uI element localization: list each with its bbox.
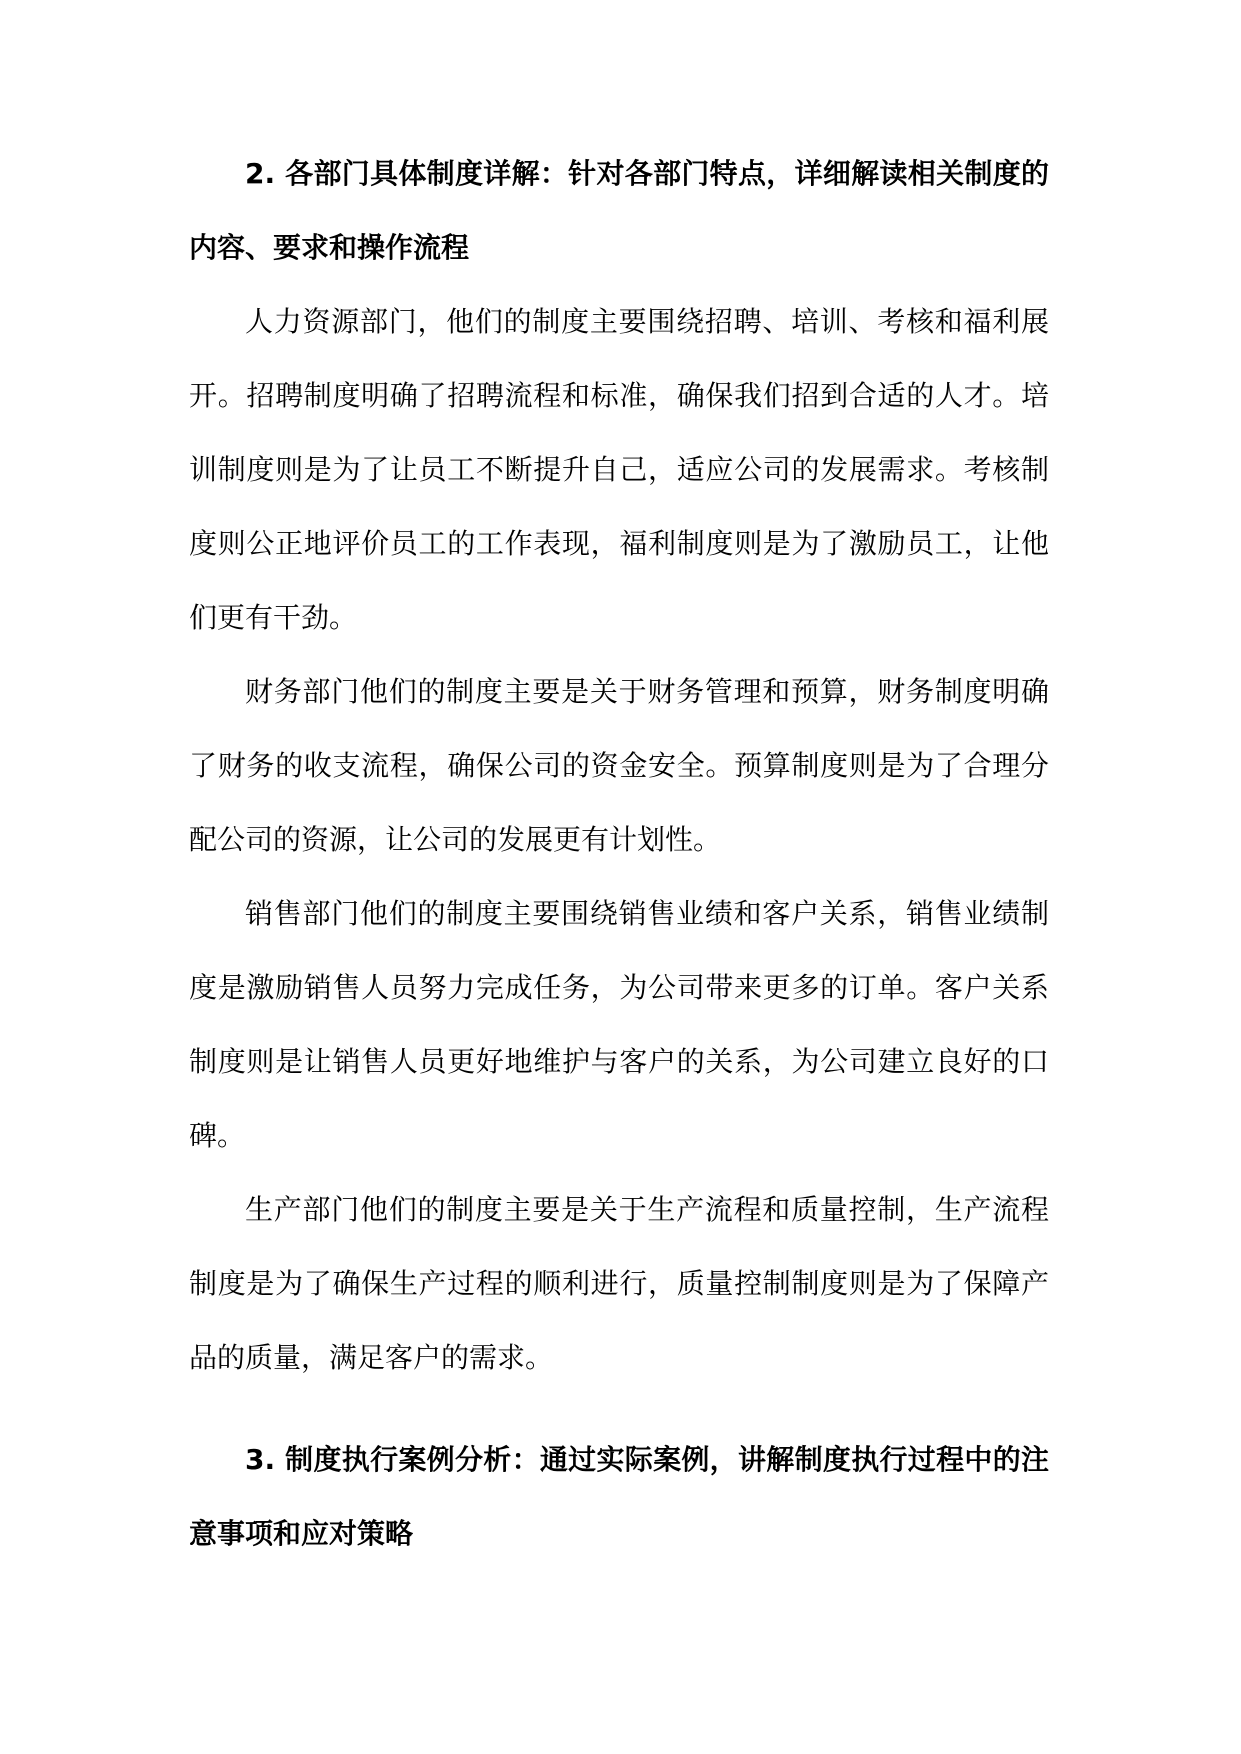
section-heading-2: 2. 各部门具体制度详解：针对各部门特点，详细解读相关制度的内容、要求和操作流程 [189,157,1049,264]
paragraph-sales-department: 销售部门他们的制度主要围绕销售业绩和客户关系，销售业绩制度是激励销售人员努力完成任务，为公司带来更多的订单。客户关系制度则是让销售人员更好地维护与客户的关系，为公司建立良好的口碑。 [189,897,1049,1152]
paragraph-hr-department: 人力资源部门，他们的制度主要围绕招聘、培训、考核和福利展开。招聘制度明确了招聘流程和标准，确保我们招到合适的人才。培训制度则是为了让员工不断提升自己，适应公司的发展需求。考核制度则公正地评价员工的工作表现，福利制度则是为了激励员工，让他们更有干劲。 [189,305,1049,634]
document-body [189,137,1049,1571]
section-heading-3: 3. 制度执行案例分析：通过实际案例，讲解制度执行过程中的注意事项和应对策略 [189,1443,1049,1550]
paragraph-production-department: 生产部门他们的制度主要是关于生产流程和质量控制，生产流程制度是为了确保生产过程的顺利进行，质量控制制度则是为了保障产品的质量，满足客户的需求。 [189,1193,1049,1374]
paragraph-finance-department: 财务部门他们的制度主要是关于财务管理和预算，财务制度明确了财务的收支流程，确保公司的资金安全。预算制度则是为了合理分配公司的资源，让公司的发展更有计划性。 [189,675,1049,856]
